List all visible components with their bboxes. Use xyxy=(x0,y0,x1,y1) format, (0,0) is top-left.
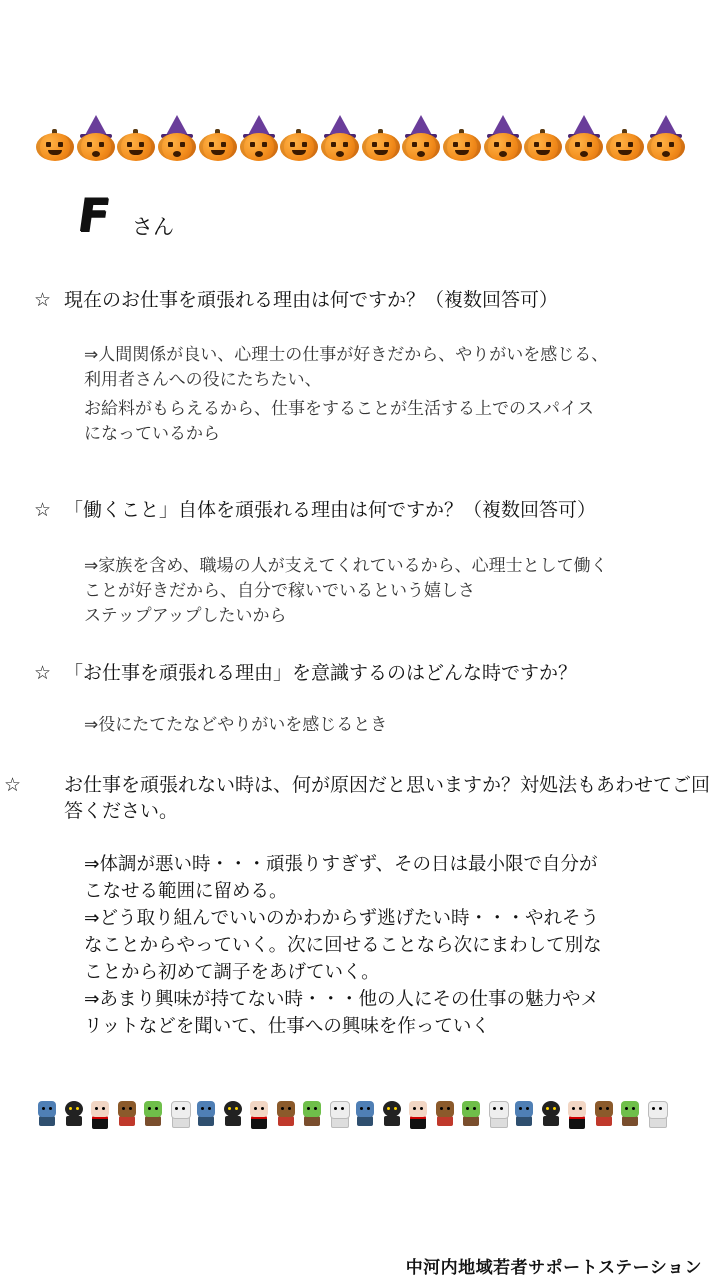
answer-4 xyxy=(84,851,694,1040)
pumpkin-icon xyxy=(36,129,74,159)
question-2 xyxy=(34,497,596,523)
monster-icon xyxy=(169,1098,191,1126)
answer-line: ことから初めて調子をあげていく。 xyxy=(84,962,380,983)
question-2-text: 「働くこと」自体を頑張れる理由は何ですか？（複数回答可） xyxy=(64,499,597,521)
answer-line: ステップアップしたいから xyxy=(84,606,287,626)
question-4 xyxy=(4,772,714,824)
monster-icon xyxy=(328,1098,350,1126)
pumpkin-icon xyxy=(565,115,603,161)
question-3-text: 「お仕事を頑張れる理由」を意識するのはどんな時ですか？ xyxy=(64,662,578,684)
monster-icon xyxy=(460,1098,482,1126)
pumpkin-icon xyxy=(362,129,400,159)
monster-icon xyxy=(354,1098,376,1126)
pumpkin-icon xyxy=(443,129,481,159)
answer-line: ことが好きだから、自分で稼いでいるという嬉しさ xyxy=(84,581,475,601)
star-icon: ☆ xyxy=(34,499,52,521)
pumpkin-icon xyxy=(402,115,440,161)
answer-line: 利用者さんへの役にたちたい、 xyxy=(84,370,322,390)
monster-icon xyxy=(646,1098,668,1126)
monster-icon xyxy=(275,1098,297,1126)
monster-icon xyxy=(36,1098,58,1126)
star-icon: ☆ xyxy=(34,662,52,684)
footer-organization: 中河内地域若者サポートステーション xyxy=(405,1258,702,1278)
person-initial-logo: F xyxy=(74,188,113,242)
answer-2 xyxy=(84,554,694,629)
monster-icon xyxy=(619,1098,641,1126)
monster-icon xyxy=(116,1098,138,1126)
answer-line: になっているから xyxy=(84,424,220,444)
pumpkin-icon xyxy=(117,129,155,159)
question-3 xyxy=(34,660,577,686)
monster-icon xyxy=(301,1098,323,1126)
answer-1 xyxy=(84,343,694,447)
answer-line: リットなどを聞いて、仕事への興味を作っていく xyxy=(84,1016,490,1037)
answer-3 xyxy=(84,714,694,737)
monster-icon xyxy=(195,1098,217,1126)
question-4-text: お仕事を頑張れない時は、何が原因だと思いますか？対処法もあわせてご回答ください。 xyxy=(64,774,711,822)
answer-line: ⇒役にたてたなどやりがいを感じるとき xyxy=(84,715,388,735)
pumpkin-icon xyxy=(524,129,562,159)
monster-icon xyxy=(89,1098,111,1126)
answer-line: ⇒人間関係が良い、心理士の仕事が好きだから、やりがいを感じる、 xyxy=(84,345,609,365)
pumpkin-icon xyxy=(240,115,278,161)
monster-icon xyxy=(142,1098,164,1126)
answer-line: ⇒どう取り組んでいいのかわからず逃げたい時・・・やれそう xyxy=(84,908,600,929)
monster-icon xyxy=(407,1098,429,1126)
monster-icon xyxy=(248,1098,270,1126)
question-1 xyxy=(34,287,558,313)
monster-icon xyxy=(63,1098,85,1126)
pumpkin-border xyxy=(36,113,688,163)
answer-line: ⇒体調が悪い時・・・頑張りすぎず、その日は最小限で自分が xyxy=(84,854,598,875)
pumpkin-icon xyxy=(77,115,115,161)
pumpkin-icon xyxy=(484,115,522,161)
answer-line: ⇒家族を含め、職場の人が支えてくれているから、心理士として働く xyxy=(84,556,608,576)
pumpkin-icon xyxy=(321,115,359,161)
monster-icon xyxy=(566,1098,588,1126)
monster-icon xyxy=(381,1098,403,1126)
pumpkin-icon xyxy=(158,115,196,161)
monster-icon xyxy=(222,1098,244,1126)
answer-line: お給料がもらえるから、仕事をすることが生活する上でのスパイス xyxy=(84,399,594,419)
monster-icon xyxy=(513,1098,535,1126)
person-honorific: さん xyxy=(132,215,174,239)
answer-line: なことからやっていく。次に回せることなら次にまわして別な xyxy=(84,935,602,956)
pumpkin-icon xyxy=(280,129,318,159)
star-icon: ☆ xyxy=(4,774,22,796)
question-1-text: 現在のお仕事を頑張れる理由は何ですか？（複数回答可） xyxy=(64,289,559,311)
monster-icon xyxy=(540,1098,562,1126)
answer-line: こなせる範囲に留める。 xyxy=(84,881,288,902)
monster-border xyxy=(36,1098,688,1128)
star-icon: ☆ xyxy=(34,289,52,311)
monster-icon xyxy=(434,1098,456,1126)
answer-line: ⇒あまり興味が持てない時・・・他の人にその仕事の魅力やメ xyxy=(84,989,600,1010)
pumpkin-icon xyxy=(647,115,685,161)
pumpkin-icon xyxy=(199,129,237,159)
monster-icon xyxy=(593,1098,615,1126)
pumpkin-icon xyxy=(606,129,644,159)
monster-icon xyxy=(487,1098,509,1126)
